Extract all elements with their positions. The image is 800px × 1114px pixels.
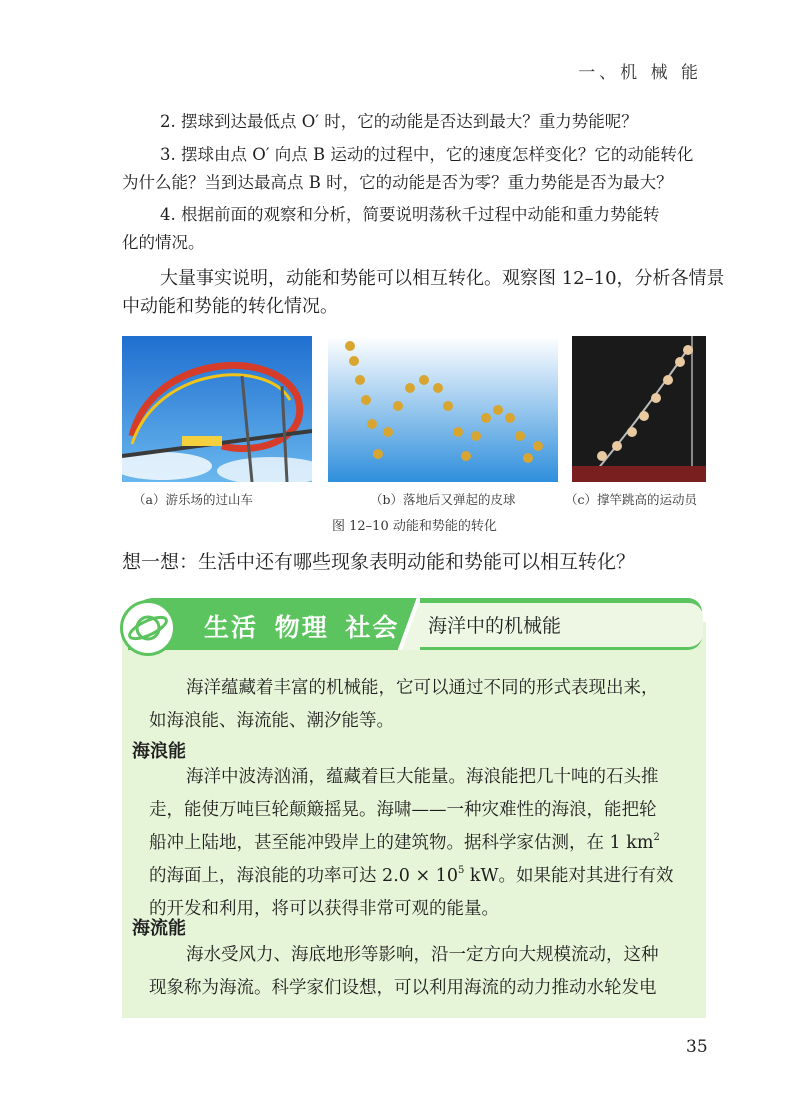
question-4-line-1: 4. 根据前面的观察和分析，简要说明荡秋千过程中动能和重力势能转 (160, 205, 660, 224)
current-energy-heading: 海流能 (132, 918, 186, 939)
question-4-line-2: 化的情况。 (122, 233, 205, 252)
caption-c: （c）撑竿跳高的运动员 (565, 492, 698, 507)
panel-banner-subtitle: 海洋中的机械能 (428, 615, 562, 637)
pole-vault-photo (572, 336, 706, 482)
caption-a: （a）游乐场的过山车 (133, 492, 253, 507)
current-line-2: 现象称为海流。科学家们设想，可以利用海流的动力推动水轮发电 (149, 978, 657, 998)
question-2: 2. 摆球到达最低点 O′ 时，它的动能是否达到最大？重力势能呢？ (160, 112, 638, 131)
roller-coaster-photo (122, 336, 312, 482)
panel-intro-line-2: 如海浪能、海流能、潮汐能等。 (149, 711, 394, 731)
figure-title: 图 12–10 动能和势能的转化 (332, 519, 497, 534)
wave-line-5: 的开发和利用，将可以获得非常可观的能量。 (149, 899, 499, 919)
think-prompt: 想一想：生活中还有哪些现象表明动能和势能可以相互转化？ (122, 551, 636, 573)
banner-divider (396, 598, 420, 650)
caption-b: （b）落地后又弹起的皮球 (370, 492, 516, 507)
planet-icon (120, 600, 176, 656)
question-3-line-1: 3. 摆球由点 O′ 向点 B 运动的过程中，它的速度怎样变化？它的动能转化 (160, 145, 694, 164)
wave-line-2: 走，能使万吨巨轮颠簸摇晃。海啸——一种灾难性的海浪，能把轮 (149, 800, 657, 820)
wave-line-4: 的海面上，海浪能的功率可达 $2.0 \times 10^5$ kW。如果能对其进行有效 (149, 865, 674, 886)
question-3-line-2: 为什么能？当到达最高点 B 时，它的动能是否为零？重力势能是否为最大？ (122, 173, 673, 192)
section-title: 一、机 械 能 (578, 63, 702, 83)
wave-line-3: 船冲上陆地，甚至能冲毁岸上的建筑物。据科学家估测，在 1 $km^2$ (149, 832, 660, 853)
intro-line-1: 大量事实说明，动能和势能可以相互转化。观察图 12–10，分析各情景 (160, 268, 725, 289)
current-line-1: 海水受风力、海底地形等影响，沿一定方向大规模流动，这种 (186, 945, 659, 965)
panel-intro-line-1: 海洋蕴藏着丰富的机械能，它可以通过不同的形式表现出来， (186, 678, 659, 698)
wave-energy-heading: 海浪能 (132, 741, 186, 762)
panel-banner-title: 生活 物理 社会 (204, 613, 400, 642)
bouncing-ball-photo (328, 336, 558, 482)
page-number: 35 (686, 1037, 708, 1057)
wave-line-1: 海洋中波涛汹涌，蕴藏着巨大能量。海浪能把几十吨的石头推 (186, 767, 659, 787)
intro-line-2: 中动能和势能的转化情况。 (122, 296, 338, 317)
